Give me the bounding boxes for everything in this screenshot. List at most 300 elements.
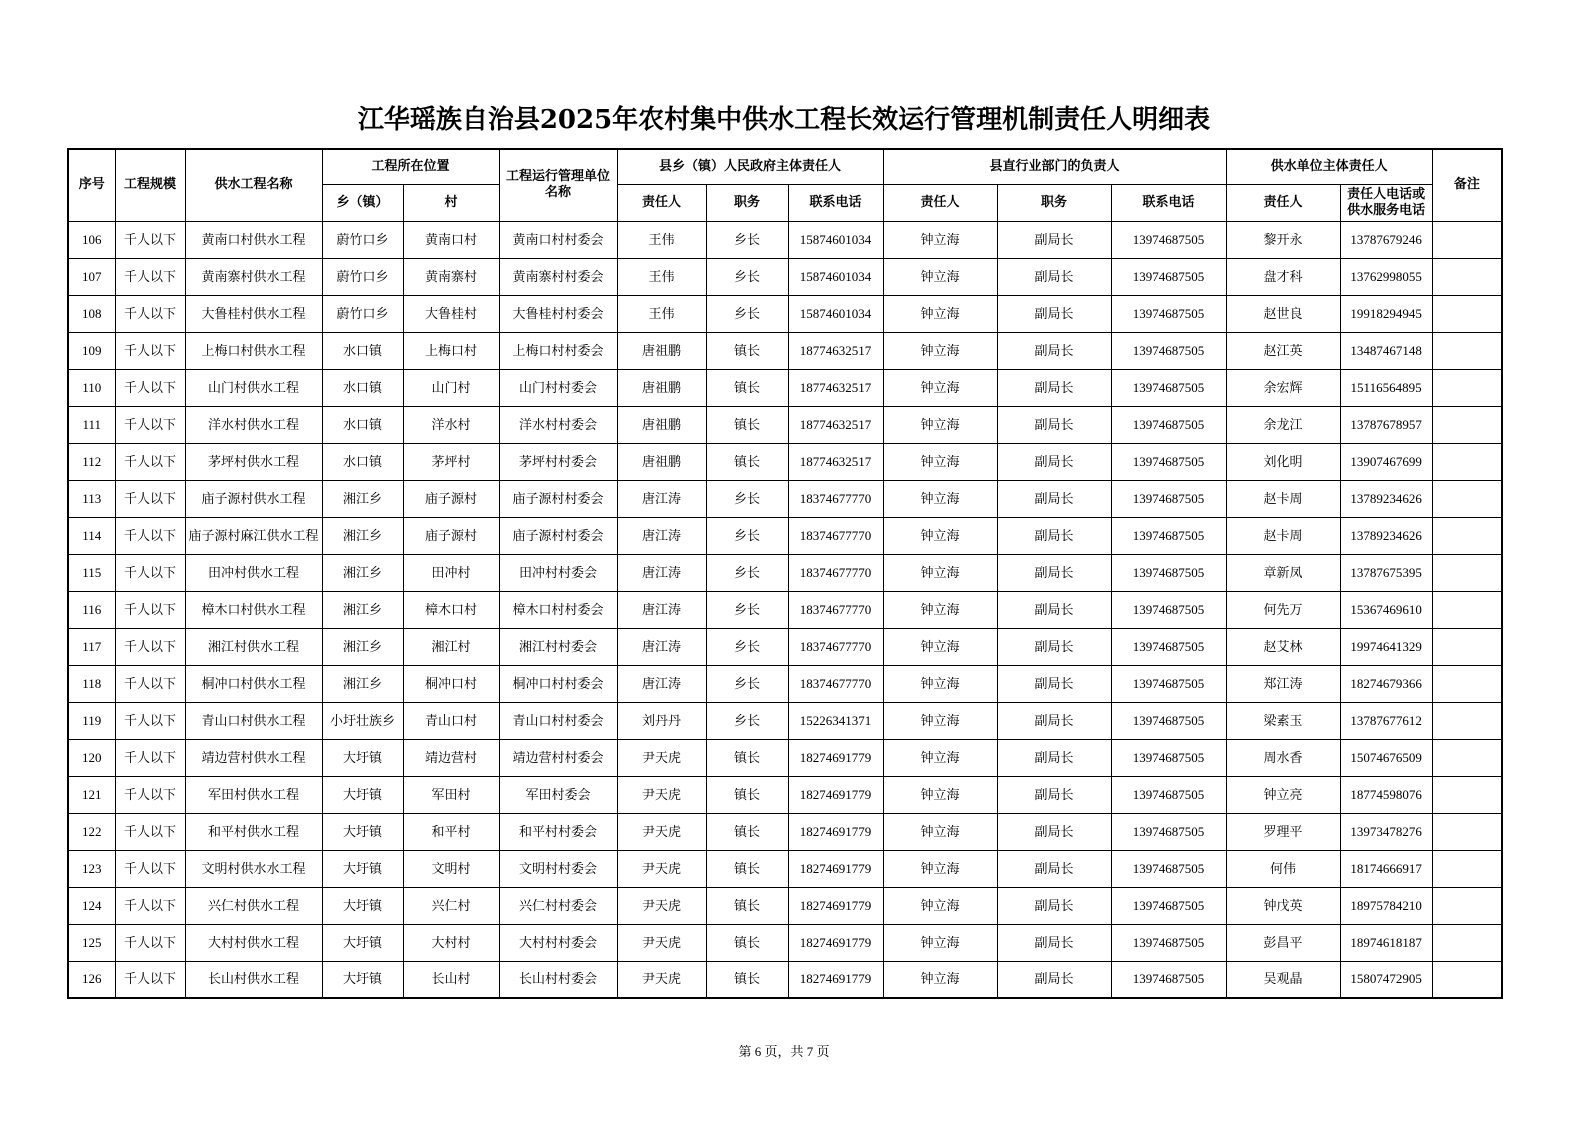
cell-village: 茅坪村 xyxy=(403,443,499,480)
cell-supplier-person: 何先万 xyxy=(1226,591,1340,628)
cell-mgmt-unit: 青山口村村委会 xyxy=(499,702,617,739)
cell-gov-title: 镇长 xyxy=(706,961,788,998)
cell-dept-phone: 13974687505 xyxy=(1111,369,1226,406)
cell-gov-person: 尹天虎 xyxy=(617,887,706,924)
cell-seq: 126 xyxy=(68,961,115,998)
page-number: 第 6 页，共 7 页 xyxy=(738,1044,830,1059)
cell-dept-phone: 13974687505 xyxy=(1111,517,1226,554)
table-row xyxy=(68,332,1502,369)
cell-remark xyxy=(1432,332,1502,369)
cell-supplier-phone: 13762998055 xyxy=(1340,258,1432,295)
cell-gov-person: 尹天虎 xyxy=(617,776,706,813)
cell-gov-person: 唐祖鹏 xyxy=(617,369,706,406)
cell-remark xyxy=(1432,591,1502,628)
cell-village: 青山口村 xyxy=(403,702,499,739)
cell-town: 蔚竹口乡 xyxy=(322,295,403,332)
cell-seq: 109 xyxy=(68,332,115,369)
cell-project-name: 和平村供水工程 xyxy=(185,813,322,850)
table-row xyxy=(68,850,1502,887)
cell-scale: 千人以下 xyxy=(115,221,185,258)
cell-supplier-phone: 19974641329 xyxy=(1340,628,1432,665)
cell-mgmt-unit: 军田村委会 xyxy=(499,776,617,813)
cell-supplier-person: 刘化明 xyxy=(1226,443,1340,480)
cell-scale: 千人以下 xyxy=(115,480,185,517)
cell-gov-title: 镇长 xyxy=(706,776,788,813)
cell-seq: 119 xyxy=(68,702,115,739)
cell-project-name: 茅坪村供水工程 xyxy=(185,443,322,480)
cell-gov-title: 乡长 xyxy=(706,628,788,665)
cell-mgmt-unit: 兴仁村村委会 xyxy=(499,887,617,924)
cell-supplier-phone: 18174666917 xyxy=(1340,850,1432,887)
cell-dept-title: 副局长 xyxy=(997,221,1111,258)
cell-dept-person: 钟立海 xyxy=(883,591,997,628)
cell-supplier-phone: 18274679366 xyxy=(1340,665,1432,702)
cell-seq: 110 xyxy=(68,369,115,406)
cell-village: 庙子源村 xyxy=(403,480,499,517)
header-dept-title: 职务 xyxy=(997,184,1111,221)
cell-gov-phone: 18274691779 xyxy=(788,924,883,961)
cell-town: 蔚竹口乡 xyxy=(322,221,403,258)
cell-mgmt-unit: 庙子源村村委会 xyxy=(499,517,617,554)
table-row xyxy=(68,702,1502,739)
table-row xyxy=(68,739,1502,776)
cell-scale: 千人以下 xyxy=(115,813,185,850)
cell-scale: 千人以下 xyxy=(115,554,185,591)
cell-dept-phone: 13974687505 xyxy=(1111,554,1226,591)
cell-scale: 千人以下 xyxy=(115,665,185,702)
cell-supplier-phone: 18774598076 xyxy=(1340,776,1432,813)
table-row xyxy=(68,295,1502,332)
cell-gov-title: 乡长 xyxy=(706,295,788,332)
cell-supplier-person: 赵艾林 xyxy=(1226,628,1340,665)
cell-scale: 千人以下 xyxy=(115,369,185,406)
cell-seq: 118 xyxy=(68,665,115,702)
cell-mgmt-unit: 大鲁桂村村委会 xyxy=(499,295,617,332)
cell-mgmt-unit: 田冲村村委会 xyxy=(499,554,617,591)
table-row xyxy=(68,480,1502,517)
cell-dept-phone: 13974687505 xyxy=(1111,332,1226,369)
cell-dept-title: 副局长 xyxy=(997,702,1111,739)
cell-remark xyxy=(1432,443,1502,480)
cell-dept-title: 副局长 xyxy=(997,850,1111,887)
cell-project-name: 湘江村供水工程 xyxy=(185,628,322,665)
cell-supplier-person: 钟戊英 xyxy=(1226,887,1340,924)
cell-mgmt-unit: 庙子源村村委会 xyxy=(499,480,617,517)
cell-village: 山门村 xyxy=(403,369,499,406)
cell-seq: 113 xyxy=(68,480,115,517)
cell-gov-title: 乡长 xyxy=(706,221,788,258)
cell-town: 大圩镇 xyxy=(322,887,403,924)
cell-village: 大村村 xyxy=(403,924,499,961)
cell-gov-person: 王伟 xyxy=(617,221,706,258)
table-row xyxy=(68,924,1502,961)
header-dept-person: 责任人 xyxy=(883,184,997,221)
cell-supplier-phone: 13789234626 xyxy=(1340,517,1432,554)
cell-gov-phone: 18774632517 xyxy=(788,332,883,369)
cell-dept-person: 钟立海 xyxy=(883,406,997,443)
cell-supplier-person: 钟立亮 xyxy=(1226,776,1340,813)
cell-project-name: 山门村供水工程 xyxy=(185,369,322,406)
header-supplier-group: 供水单位主体责任人 xyxy=(1226,149,1432,184)
cell-dept-person: 钟立海 xyxy=(883,739,997,776)
cell-seq: 124 xyxy=(68,887,115,924)
header-dept-group: 县直行业部门的负责人 xyxy=(883,149,1226,184)
cell-gov-title: 镇长 xyxy=(706,332,788,369)
cell-supplier-phone: 15367469610 xyxy=(1340,591,1432,628)
cell-town: 湘江乡 xyxy=(322,628,403,665)
responsibility-table xyxy=(67,148,1503,999)
cell-dept-phone: 13974687505 xyxy=(1111,591,1226,628)
cell-gov-title: 镇长 xyxy=(706,369,788,406)
cell-remark xyxy=(1432,480,1502,517)
cell-dept-phone: 13974687505 xyxy=(1111,776,1226,813)
cell-gov-person: 唐祖鹏 xyxy=(617,406,706,443)
cell-town: 小圩壮族乡 xyxy=(322,702,403,739)
cell-mgmt-unit: 和平村村委会 xyxy=(499,813,617,850)
cell-supplier-phone: 13787678957 xyxy=(1340,406,1432,443)
cell-supplier-phone: 15116564895 xyxy=(1340,369,1432,406)
cell-mgmt-unit: 洋水村村委会 xyxy=(499,406,617,443)
cell-gov-phone: 15874601034 xyxy=(788,295,883,332)
cell-gov-person: 唐江涛 xyxy=(617,517,706,554)
cell-project-name: 樟木口村供水工程 xyxy=(185,591,322,628)
cell-supplier-person: 余宏辉 xyxy=(1226,369,1340,406)
cell-gov-phone: 18774632517 xyxy=(788,406,883,443)
table-body xyxy=(68,221,1502,998)
cell-gov-person: 唐江涛 xyxy=(617,628,706,665)
cell-project-name: 上梅口村供水工程 xyxy=(185,332,322,369)
cell-dept-person: 钟立海 xyxy=(883,850,997,887)
header-mgmt-unit: 工程运行管理单位 名称 xyxy=(499,149,617,221)
table-row xyxy=(68,591,1502,628)
cell-dept-person: 钟立海 xyxy=(883,554,997,591)
header-gov-group: 县乡（镇）人民政府主体责任人 xyxy=(617,149,883,184)
cell-seq: 123 xyxy=(68,850,115,887)
cell-supplier-phone: 18974618187 xyxy=(1340,924,1432,961)
cell-scale: 千人以下 xyxy=(115,406,185,443)
cell-gov-title: 乡长 xyxy=(706,554,788,591)
cell-dept-title: 副局长 xyxy=(997,591,1111,628)
cell-project-name: 靖边营村供水工程 xyxy=(185,739,322,776)
cell-gov-phone: 18774632517 xyxy=(788,369,883,406)
table-row xyxy=(68,628,1502,665)
cell-project-name: 兴仁村供水工程 xyxy=(185,887,322,924)
cell-gov-phone: 18274691779 xyxy=(788,961,883,998)
cell-scale: 千人以下 xyxy=(115,332,185,369)
cell-dept-person: 钟立海 xyxy=(883,665,997,702)
cell-remark xyxy=(1432,665,1502,702)
cell-dept-person: 钟立海 xyxy=(883,480,997,517)
cell-gov-person: 王伟 xyxy=(617,295,706,332)
cell-gov-phone: 18374677770 xyxy=(788,665,883,702)
cell-project-name: 文明村供水水工程 xyxy=(185,850,322,887)
cell-project-name: 大村村供水工程 xyxy=(185,924,322,961)
cell-village: 田冲村 xyxy=(403,554,499,591)
cell-dept-person: 钟立海 xyxy=(883,887,997,924)
cell-gov-person: 尹天虎 xyxy=(617,850,706,887)
cell-gov-person: 唐江涛 xyxy=(617,591,706,628)
cell-dept-phone: 13974687505 xyxy=(1111,739,1226,776)
cell-project-name: 青山口村供水工程 xyxy=(185,702,322,739)
cell-village: 上梅口村 xyxy=(403,332,499,369)
cell-scale: 千人以下 xyxy=(115,443,185,480)
cell-dept-title: 副局长 xyxy=(997,665,1111,702)
cell-village: 兴仁村 xyxy=(403,887,499,924)
cell-gov-title: 乡长 xyxy=(706,517,788,554)
header-dept-phone: 联系电话 xyxy=(1111,184,1226,221)
cell-dept-person: 钟立海 xyxy=(883,961,997,998)
cell-project-name: 大鲁桂村供水工程 xyxy=(185,295,322,332)
cell-scale: 千人以下 xyxy=(115,628,185,665)
cell-supplier-phone: 13787677612 xyxy=(1340,702,1432,739)
cell-mgmt-unit: 文明村村委会 xyxy=(499,850,617,887)
cell-seq: 115 xyxy=(68,554,115,591)
cell-project-name: 军田村供水工程 xyxy=(185,776,322,813)
header-project-name: 供水工程名称 xyxy=(185,149,322,221)
cell-scale: 千人以下 xyxy=(115,739,185,776)
cell-seq: 125 xyxy=(68,924,115,961)
cell-gov-person: 尹天虎 xyxy=(617,739,706,776)
cell-village: 庙子源村 xyxy=(403,517,499,554)
cell-village: 黄南寨村 xyxy=(403,258,499,295)
cell-village: 洋水村 xyxy=(403,406,499,443)
cell-remark xyxy=(1432,813,1502,850)
cell-dept-title: 副局长 xyxy=(997,776,1111,813)
cell-gov-phone: 18374677770 xyxy=(788,591,883,628)
cell-remark xyxy=(1432,406,1502,443)
cell-gov-title: 镇长 xyxy=(706,850,788,887)
cell-seq: 121 xyxy=(68,776,115,813)
cell-gov-person: 尹天虎 xyxy=(617,813,706,850)
table-header xyxy=(68,149,1502,221)
cell-dept-title: 副局长 xyxy=(997,443,1111,480)
cell-dept-person: 钟立海 xyxy=(883,332,997,369)
cell-dept-person: 钟立海 xyxy=(883,221,997,258)
cell-mgmt-unit: 樟木口村村委会 xyxy=(499,591,617,628)
table-row xyxy=(68,369,1502,406)
cell-gov-phone: 18374677770 xyxy=(788,628,883,665)
cell-supplier-person: 赵卡周 xyxy=(1226,517,1340,554)
cell-dept-phone: 13974687505 xyxy=(1111,887,1226,924)
cell-supplier-phone: 13907467699 xyxy=(1340,443,1432,480)
cell-village: 大鲁桂村 xyxy=(403,295,499,332)
cell-project-name: 黄南口村供水工程 xyxy=(185,221,322,258)
cell-gov-phone: 15874601034 xyxy=(788,258,883,295)
cell-seq: 107 xyxy=(68,258,115,295)
cell-dept-person: 钟立海 xyxy=(883,517,997,554)
cell-village: 长山村 xyxy=(403,961,499,998)
cell-supplier-person: 彭昌平 xyxy=(1226,924,1340,961)
cell-supplier-person: 黎开永 xyxy=(1226,221,1340,258)
header-seq: 序号 xyxy=(68,149,115,221)
table-row xyxy=(68,406,1502,443)
cell-gov-phone: 18374677770 xyxy=(788,554,883,591)
cell-town: 水口镇 xyxy=(322,406,403,443)
cell-dept-phone: 13974687505 xyxy=(1111,850,1226,887)
cell-town: 大圩镇 xyxy=(322,924,403,961)
cell-dept-title: 副局长 xyxy=(997,258,1111,295)
cell-gov-title: 镇长 xyxy=(706,406,788,443)
cell-village: 和平村 xyxy=(403,813,499,850)
cell-dept-title: 副局长 xyxy=(997,628,1111,665)
cell-project-name: 洋水村供水工程 xyxy=(185,406,322,443)
cell-gov-person: 唐江涛 xyxy=(617,554,706,591)
cell-supplier-phone: 19918294945 xyxy=(1340,295,1432,332)
cell-scale: 千人以下 xyxy=(115,776,185,813)
cell-town: 水口镇 xyxy=(322,443,403,480)
cell-dept-title: 副局长 xyxy=(997,332,1111,369)
header-gov-title: 职务 xyxy=(706,184,788,221)
cell-village: 桐冲口村 xyxy=(403,665,499,702)
cell-gov-title: 镇长 xyxy=(706,813,788,850)
cell-town: 湘江乡 xyxy=(322,665,403,702)
cell-dept-phone: 13974687505 xyxy=(1111,665,1226,702)
cell-supplier-phone: 13487467148 xyxy=(1340,332,1432,369)
cell-seq: 116 xyxy=(68,591,115,628)
cell-mgmt-unit: 长山村村委会 xyxy=(499,961,617,998)
cell-gov-title: 乡长 xyxy=(706,480,788,517)
cell-scale: 千人以下 xyxy=(115,702,185,739)
cell-mgmt-unit: 上梅口村村委会 xyxy=(499,332,617,369)
cell-project-name: 黄南寨村供水工程 xyxy=(185,258,322,295)
cell-dept-title: 副局长 xyxy=(997,739,1111,776)
cell-gov-title: 乡长 xyxy=(706,665,788,702)
cell-remark xyxy=(1432,702,1502,739)
cell-seq: 122 xyxy=(68,813,115,850)
cell-supplier-phone: 15074676509 xyxy=(1340,739,1432,776)
cell-supplier-person: 郑江涛 xyxy=(1226,665,1340,702)
cell-gov-phone: 18374677770 xyxy=(788,480,883,517)
cell-mgmt-unit: 茅坪村村委会 xyxy=(499,443,617,480)
cell-remark xyxy=(1432,295,1502,332)
cell-remark xyxy=(1432,739,1502,776)
cell-remark xyxy=(1432,554,1502,591)
cell-supplier-person: 梁素玉 xyxy=(1226,702,1340,739)
header-location: 工程所在位置 xyxy=(322,149,499,184)
cell-supplier-person: 赵江英 xyxy=(1226,332,1340,369)
cell-seq: 108 xyxy=(68,295,115,332)
cell-village: 靖边营村 xyxy=(403,739,499,776)
cell-scale: 千人以下 xyxy=(115,961,185,998)
table-row xyxy=(68,665,1502,702)
cell-gov-phone: 18774632517 xyxy=(788,443,883,480)
cell-mgmt-unit: 山门村村委会 xyxy=(499,369,617,406)
cell-dept-phone: 13974687505 xyxy=(1111,295,1226,332)
cell-gov-person: 唐祖鹏 xyxy=(617,332,706,369)
cell-supplier-person: 余龙江 xyxy=(1226,406,1340,443)
cell-dept-title: 副局长 xyxy=(997,961,1111,998)
cell-supplier-phone: 15807472905 xyxy=(1340,961,1432,998)
cell-supplier-person: 赵世良 xyxy=(1226,295,1340,332)
cell-mgmt-unit: 黄南口村村委会 xyxy=(499,221,617,258)
cell-town: 大圩镇 xyxy=(322,813,403,850)
header-supplier-person: 责任人 xyxy=(1226,184,1340,221)
cell-dept-phone: 13974687505 xyxy=(1111,813,1226,850)
cell-gov-person: 唐江涛 xyxy=(617,480,706,517)
header-remark: 备注 xyxy=(1432,149,1502,221)
cell-town: 湘江乡 xyxy=(322,554,403,591)
table-row xyxy=(68,258,1502,295)
cell-dept-phone: 13974687505 xyxy=(1111,924,1226,961)
header-row-1 xyxy=(68,149,1502,184)
cell-supplier-phone: 13789234626 xyxy=(1340,480,1432,517)
cell-village: 湘江村 xyxy=(403,628,499,665)
cell-remark xyxy=(1432,628,1502,665)
table-row xyxy=(68,813,1502,850)
cell-town: 湘江乡 xyxy=(322,591,403,628)
cell-mgmt-unit: 桐冲口村村委会 xyxy=(499,665,617,702)
cell-village: 军田村 xyxy=(403,776,499,813)
cell-remark xyxy=(1432,517,1502,554)
cell-gov-phone: 18274691779 xyxy=(788,850,883,887)
cell-project-name: 庙子源村麻江供水工程 xyxy=(185,517,322,554)
cell-town: 湘江乡 xyxy=(322,517,403,554)
cell-gov-person: 唐江涛 xyxy=(617,665,706,702)
table-row xyxy=(68,517,1502,554)
header-gov-person: 责任人 xyxy=(617,184,706,221)
cell-dept-title: 副局长 xyxy=(997,295,1111,332)
cell-supplier-person: 罗理平 xyxy=(1226,813,1340,850)
header-supplier-phone: 责任人电话或 供水服务电话 xyxy=(1340,184,1432,221)
cell-dept-phone: 13974687505 xyxy=(1111,702,1226,739)
cell-dept-title: 副局长 xyxy=(997,813,1111,850)
cell-gov-phone: 15874601034 xyxy=(788,221,883,258)
cell-gov-phone: 18274691779 xyxy=(788,813,883,850)
cell-remark xyxy=(1432,221,1502,258)
cell-scale: 千人以下 xyxy=(115,295,185,332)
table-row xyxy=(68,443,1502,480)
table-row xyxy=(68,887,1502,924)
cell-dept-title: 副局长 xyxy=(997,480,1111,517)
header-town: 乡（镇） xyxy=(322,184,403,221)
cell-supplier-person: 盘才科 xyxy=(1226,258,1340,295)
cell-gov-title: 乡长 xyxy=(706,591,788,628)
table-row xyxy=(68,221,1502,258)
cell-town: 蔚竹口乡 xyxy=(322,258,403,295)
cell-seq: 120 xyxy=(68,739,115,776)
cell-dept-phone: 13974687505 xyxy=(1111,258,1226,295)
cell-town: 湘江乡 xyxy=(322,480,403,517)
cell-gov-title: 镇长 xyxy=(706,443,788,480)
cell-gov-title: 乡长 xyxy=(706,258,788,295)
cell-dept-title: 副局长 xyxy=(997,406,1111,443)
cell-scale: 千人以下 xyxy=(115,924,185,961)
cell-scale: 千人以下 xyxy=(115,887,185,924)
cell-mgmt-unit: 大村村村委会 xyxy=(499,924,617,961)
cell-dept-person: 钟立海 xyxy=(883,702,997,739)
cell-dept-person: 钟立海 xyxy=(883,776,997,813)
cell-scale: 千人以下 xyxy=(115,258,185,295)
cell-scale: 千人以下 xyxy=(115,517,185,554)
cell-town: 水口镇 xyxy=(322,369,403,406)
cell-town: 大圩镇 xyxy=(322,776,403,813)
cell-remark xyxy=(1432,369,1502,406)
cell-gov-person: 王伟 xyxy=(617,258,706,295)
table-row xyxy=(68,776,1502,813)
header-village: 村 xyxy=(403,184,499,221)
cell-supplier-person: 吴观晶 xyxy=(1226,961,1340,998)
cell-supplier-person: 章新凤 xyxy=(1226,554,1340,591)
document-title: 江华瑶族自治县2025年农村集中供水工程长效运行管理机制责任人明细表 xyxy=(357,105,1211,135)
cell-supplier-person: 何伟 xyxy=(1226,850,1340,887)
cell-dept-person: 钟立海 xyxy=(883,924,997,961)
cell-scale: 千人以下 xyxy=(115,591,185,628)
header-gov-phone: 联系电话 xyxy=(788,184,883,221)
cell-gov-phone: 18274691779 xyxy=(788,776,883,813)
cell-dept-person: 钟立海 xyxy=(883,369,997,406)
cell-village: 文明村 xyxy=(403,850,499,887)
cell-mgmt-unit: 湘江村村委会 xyxy=(499,628,617,665)
